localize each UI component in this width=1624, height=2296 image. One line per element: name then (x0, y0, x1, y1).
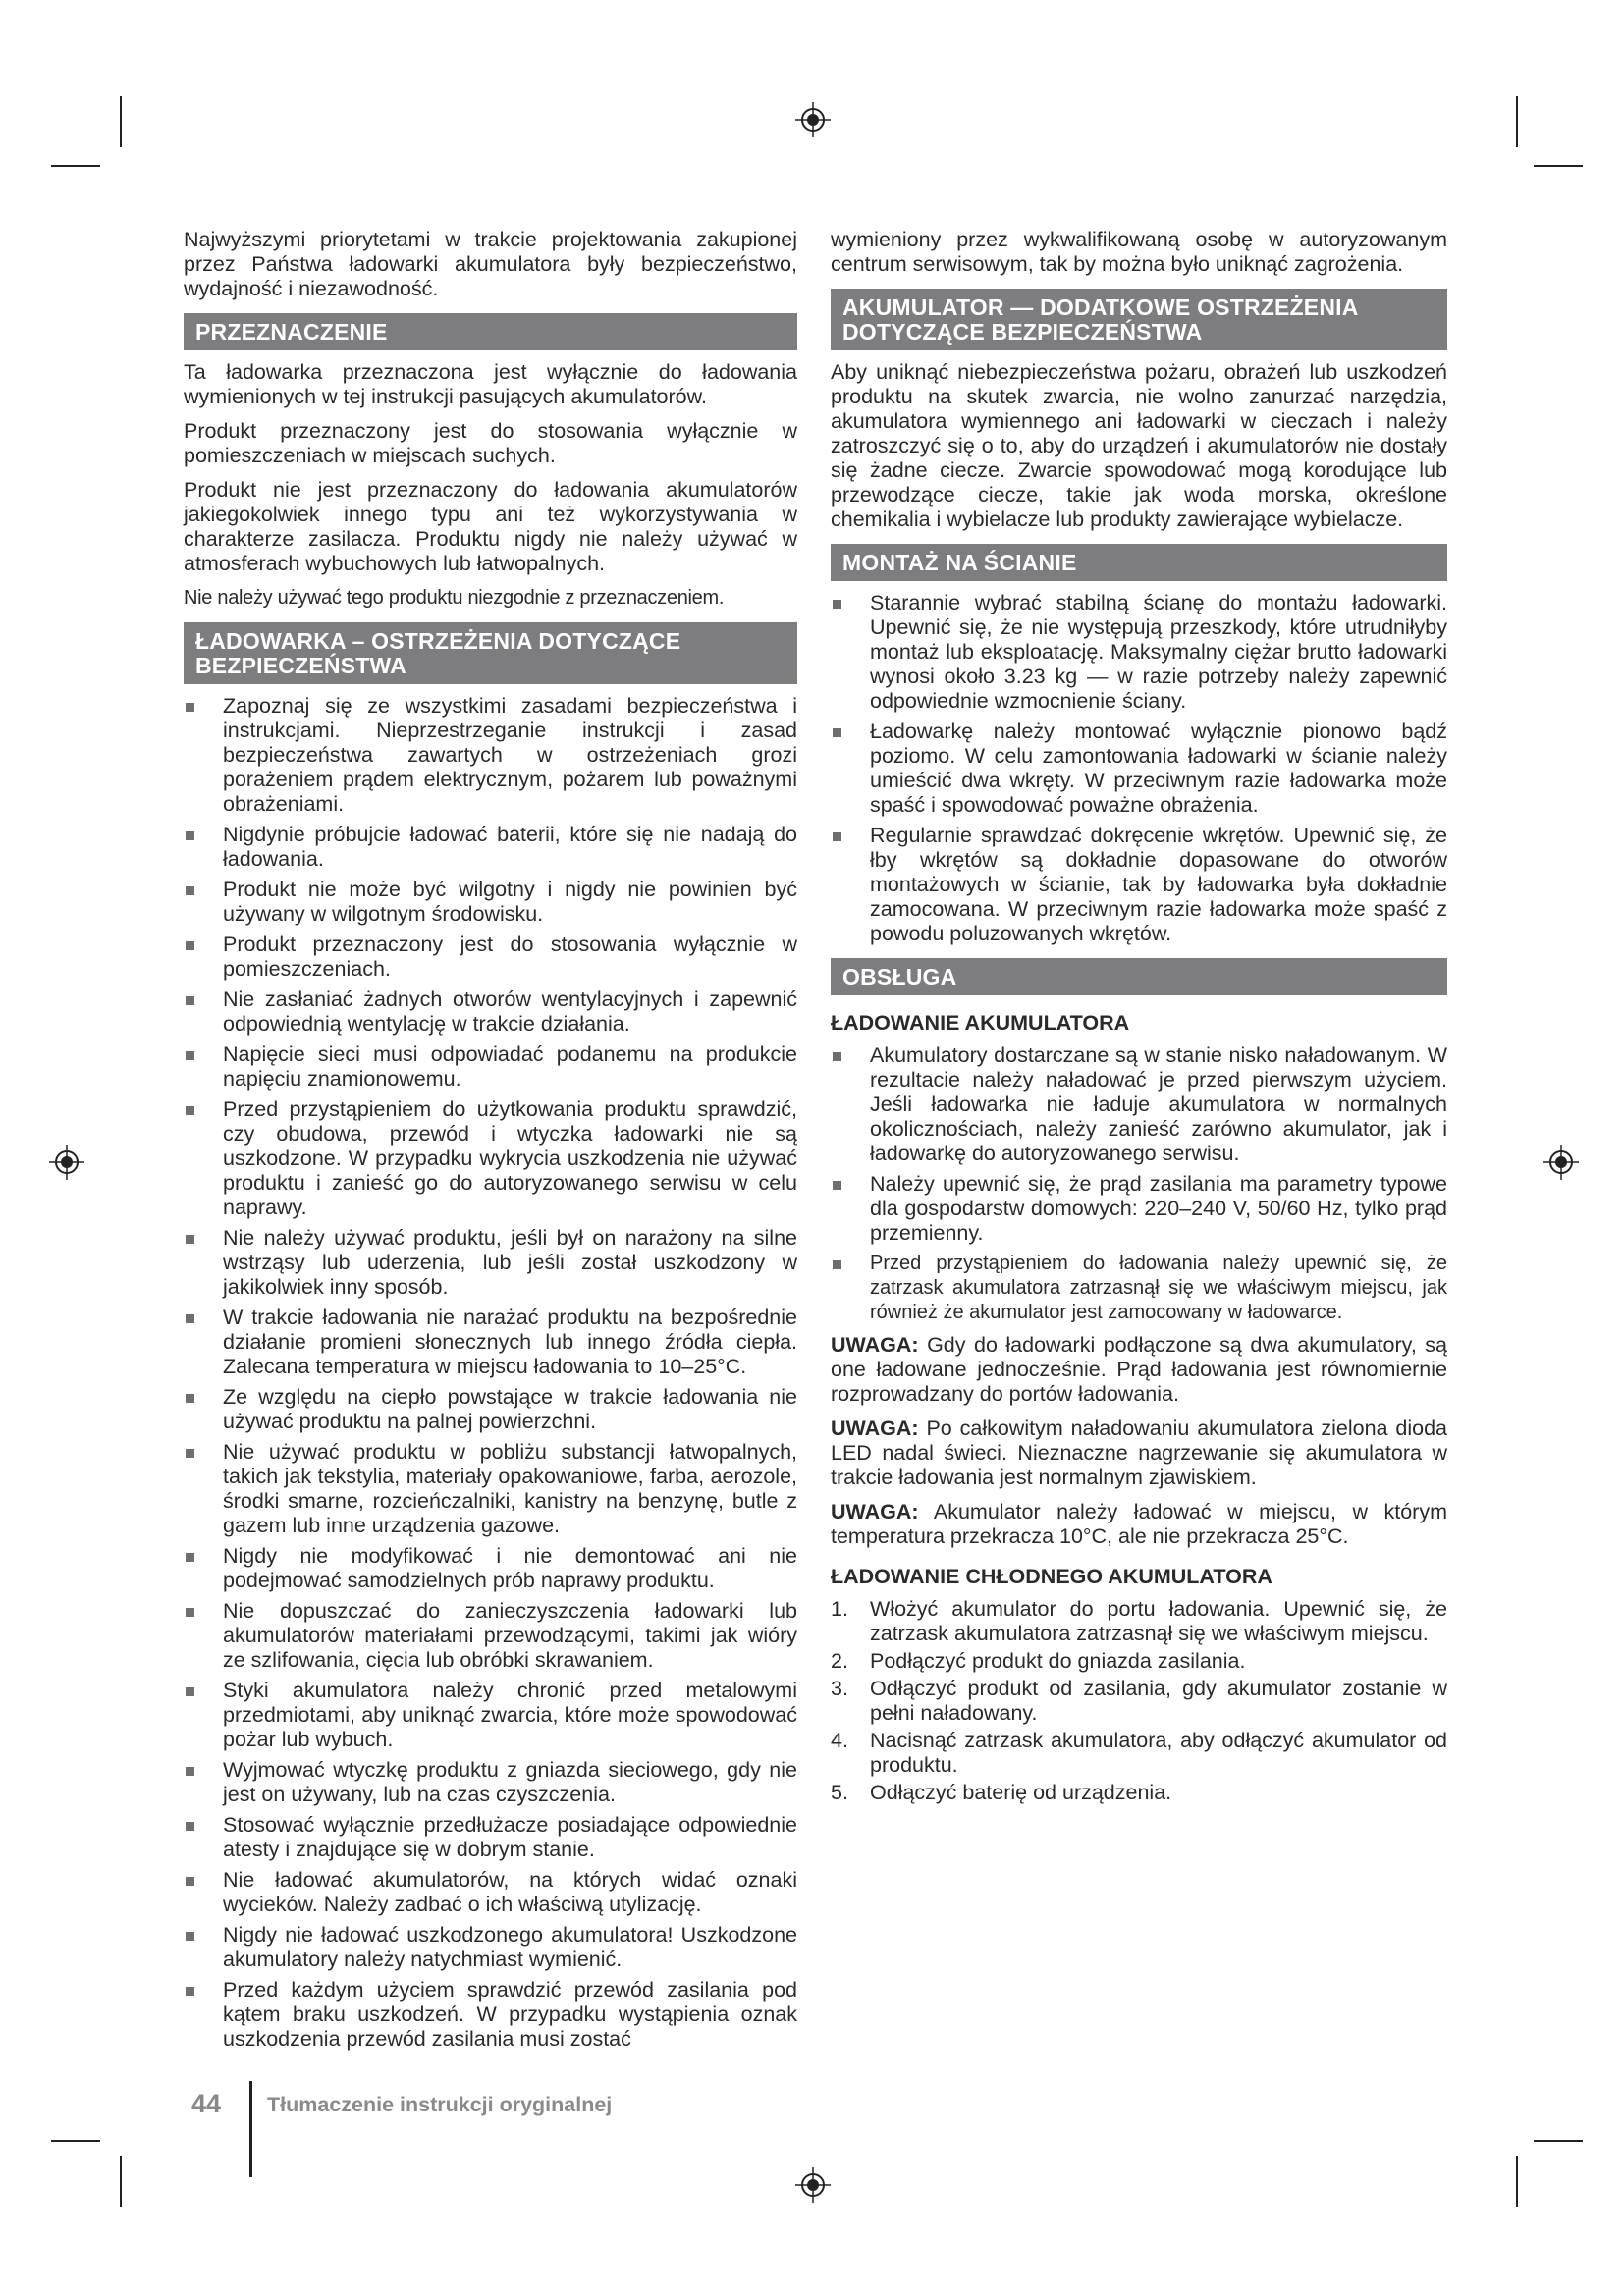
step-text: Odłączyć produkt od zasilania, gdy akumulator zostanie w pełni naładowany. (870, 1677, 1447, 1725)
paragraph: Nie należy używać tego produktu niezgodnie z przeznaczeniem. (184, 587, 725, 609)
step-text: Nacisnąć zatrzask akumulatora, aby odłączyć akumulator od produktu. (870, 1729, 1447, 1777)
safety-list (184, 694, 797, 2052)
note-paragraph (831, 1500, 1447, 1549)
list-item: Napięcie sieci musi odpowiadać podanemu na produkcie napięciu znamionowemu. (184, 1042, 797, 1092)
list-item: Stosować wyłącznie przedłużacze posiadające odpowiednie atesty i znajdujące się w dobrym stanie. (184, 1813, 797, 1862)
list-item: Styki akumulatora należy chronić przed metalowymi przedmiotami, aby uniknąć zwarcia, które może spowodować pożar lub wybuch. (184, 1679, 797, 1752)
steps-list (831, 1597, 1447, 1805)
list-item: Nigdynie próbujcie ładować baterii, które się nie nadają do ładowania. (184, 823, 797, 872)
list-item: Regularnie sprawdzać dokręcenie wkrętów. Upewnić się, że łby wkrętów są dokładnie dopasowane do otworów montażowych w ścianie, tak by ładowarka była dokładnie zamocowana. W przeciwnym razie ładowarka może spaść z powodu poluzowanych wkrętów. (831, 824, 1447, 946)
registration-mark-icon (793, 100, 833, 139)
list-item: Przed każdym użyciem sprawdzić przewód zasilania pod kątem braku uszkodzeń. W przypadku wystąpienia oznak uszkodzenia przewód zasilania musi zostać (184, 1978, 797, 2052)
list-item: Przed przystąpieniem do użytkowania produktu sprawdzić, czy obudowa, przewód i wtyczka ładowarki nie są uszkodzone. W przypadku wykrycia uszkodzenia nie używać produktu i zanieść go do autoryzowanego serwisu w celu naprawy. (184, 1097, 797, 1220)
footer-text: Tłumaczenie instrukcji oryginalnej (267, 2093, 613, 2116)
list-item: Ze względu na ciepło powstające w trakcie ładowania nie używać produktu na palnej powierzchni. (184, 1385, 797, 1434)
note-label: UWAGA: (831, 1500, 919, 1523)
list-item: Nie ładować akumulatorów, na których widać oznaki wycieków. Należy zadbać o ich właściwą utylizację. (184, 1868, 797, 1917)
page-number: 44 (191, 2089, 222, 2118)
left-column (184, 228, 797, 2059)
crop-mark (1534, 2140, 1583, 2142)
registration-mark-icon (793, 2165, 833, 2205)
subheading-cold-battery: ŁADOWANIE CHŁODNEGO AKUMULATORA (831, 1565, 1272, 1588)
mounting-list (831, 591, 1447, 946)
step-number: 1. (831, 1597, 848, 1621)
registration-mark-icon (1542, 1143, 1581, 1182)
registration-mark-icon (47, 1143, 86, 1182)
crop-mark (1516, 96, 1518, 147)
paragraph: Aby uniknąć niebezpieczeństwa pożaru, obrażeń lub uszkodzeń produktu na skutek zwarcia, nie wolno zanurzać narzędzia, akumulatora wymiennego ani ładowarki w cieczach i należy zatroszczyć się o to, aby do urządzeń i akumulatorów nie dostały się żadne ciecze. Zwarcie spowodować mogą korodujące lub przewodzące ciecze, takie jak woda morska, określone chemikalia i wybielacze lub produkty zawierające wybielacze. (831, 360, 1447, 531)
list-item: Nigdy nie modyfikować i nie demontować ani nie podejmować samodzielnych prób naprawy produktu. (184, 1544, 797, 1593)
section-header-akumulator: AKUMULATOR — DODATKOWE OSTRZEŻENIA DOTYCZĄCE BEZPIECZEŃSTWA (831, 289, 1447, 350)
list-item: Wyjmować wtyczkę produktu z gniazda sieciowego, gdy nie jest on używany, lub na czas czyszczenia. (184, 1758, 797, 1807)
subheading-charging: ŁADOWANIE AKUMULATORA (831, 1011, 1130, 1035)
list-item: Produkt przeznaczony jest do stosowania wyłącznie w pomieszczeniach. (184, 933, 797, 982)
list-item: Nie zasłaniać żadnych otworów wentylacyjnych i zapewnić odpowiednią wentylację w trakcie działania. (184, 988, 797, 1037)
crop-mark (1516, 2156, 1518, 2207)
step-number: 5. (831, 1781, 848, 1804)
step-item (831, 1781, 1447, 1805)
list-item: Należy upewnić się, że prąd zasilania ma parametry typowe dla gospodarstw domowych: 220–240 V, 50/60 Hz, tylko prąd przemienny. (831, 1172, 1447, 1246)
list-item: Nie dopuszczać do zanieczyszczenia ładowarki lub akumulatorów materiałami przewodzącymi, takimi jak wióry ze szlifowania, cięcia lub obróbki skrawaniem. (184, 1599, 797, 1673)
footer-divider (249, 2081, 252, 2177)
list-item: Przed przystąpieniem do ładowania należy upewnić się, że zatrzask akumulatora zatrzasnął się we właściwym miejscu, jak również że akumulator jest zamocowany w ładowarce. (831, 1252, 1447, 1325)
paragraph: Produkt przeznaczony jest do stosowania wyłącznie w pomieszczeniach w miejscach suchych. (184, 419, 797, 467)
note-label: UWAGA: (831, 1416, 919, 1440)
step-number: 2. (831, 1649, 848, 1673)
right-column (831, 228, 1447, 1808)
crop-mark (120, 2156, 122, 2207)
note-paragraph (831, 1333, 1447, 1407)
note-text: Akumulator należy ładować w miejscu, w którym temperatura przekracza 10°C, ale nie przekracza 25°C. (831, 1500, 1447, 1548)
step-number: 4. (831, 1729, 848, 1752)
section-header-ostrzezenia: ŁADOWARKA – OSTRZEŻENIA DOTYCZĄCE BEZPIECZEŃSTWA (184, 622, 797, 684)
list-item: Akumulatory dostarczane są w stanie nisko naładowanym. W rezultacie należy naładować je przed pierwszym użyciem. Jeśli ładowarka nie ładuje akumulatora w normalnych okolicznościach, należy zanieść zarówno akumulator, jak i ładowarkę do autoryzowanego serwisu. (831, 1043, 1447, 1166)
paragraph: Ta ładowarka przeznaczona jest wyłącznie do ładowania wymienionych w tej instrukcji pasujących akumulatorów. (184, 360, 797, 408)
intro-paragraph: Najwyższymi priorytetami w trakcie projektowania zakupionej przez Państwa ładowarki akumulatora były bezpieczeństwo, wydajność i niezawodność. (184, 228, 797, 300)
list-item: Nigdy nie ładować uszkodzonego akumulatora! Uszkodzone akumulatory należy natychmiast wymienić. (184, 1923, 797, 1972)
crop-mark (51, 165, 100, 167)
list-item: Starannie wybrać stabilną ścianę do montażu ładowarki. Upewnić się, że nie występują przeszkody, które utrudniłyby montaż lub eksploatację. Maksymalny ciężar brutto ładowarki wynosi około 3.23 kg — w razie potrzeby należy zapewnić odpowiednie wzmocnienie ściany. (831, 591, 1447, 714)
note-text: Gdy do ładowarki podłączone są dwa akumulatory, są one ładowane jednocześnie. Prąd ładowania jest równomiernie rozprowadzany do portów ładowania. (831, 1333, 1447, 1406)
crop-mark (120, 96, 122, 147)
list-item: Produkt nie może być wilgotny i nigdy nie powinien być używany w wilgotnym środowisku. (184, 878, 797, 927)
section-header-obsluga: OBSŁUGA (831, 958, 1447, 995)
step-item (831, 1677, 1447, 1726)
note-text: Po całkowitym naładowaniu akumulatora zielona dioda LED nadal świeci. Nieznaczne nagrzewanie się akumulatora w trakcie ładowania jest normalnym zjawiskiem. (831, 1416, 1447, 1489)
section-header-montaz: MONTAŻ NA ŚCIANIE (831, 544, 1447, 581)
step-item (831, 1649, 1447, 1674)
paragraph: Produkt nie jest przeznaczony do ładowania akumulatorów jakiegokolwiek innego typu ani też wykorzystywania w charakterze zasilacza. Produktu nigdy nie należy używać w atmosferach wybuchowych lub łatwopalnych. (184, 478, 797, 575)
crop-mark (1534, 165, 1583, 167)
section-header-przeznaczenie: PRZEZNACZENIE (184, 313, 797, 350)
crop-mark (51, 2140, 100, 2142)
list-item: Ładowarkę należy montować wyłącznie pionowo bądź poziomo. W celu zamontowania ładowarki w ścianie należy umieścić dwa wkręty. W przeciwnym razie ładowarka może spaść i spowodować poważne obrażenia. (831, 720, 1447, 818)
step-number: 3. (831, 1677, 848, 1700)
step-text: Włożyć akumulator do portu ładowania. Upewnić się, że zatrzask akumulatora zatrzasnął się we właściwym miejscu. (870, 1597, 1447, 1645)
step-text: Podłączyć produkt do gniazda zasilania. (870, 1649, 1246, 1673)
note-paragraph (831, 1416, 1447, 1490)
step-item (831, 1729, 1447, 1778)
list-item: Zapoznaj się ze wszystkimi zasadami bezpieczeństwa i instrukcjami. Nieprzestrzeganie instrukcji i zasad bezpieczeństwa zawartych w ostrzeżeniach grozi porażeniem prądem elektrycznym, pożarem lub poważnymi obrażeniami. (184, 694, 797, 817)
charging-list (831, 1043, 1447, 1325)
list-item: Nie używać produktu w pobliżu substancji łatwopalnych, takich jak tekstylia, materiały opakowaniowe, farba, aerozole, środki smarne, rozcieńczalniki, kanistry na benzynę, butle z gazem lub inne urządzenia gazowe. (184, 1440, 797, 1538)
list-item: W trakcie ładowania nie narażać produktu na bezpośrednie działanie promieni słonecznych lub innego źródła ciepła. Zalecana temperatura w miejscu ładowania to 10–25°C. (184, 1306, 797, 1379)
list-item: Nie należy używać produktu, jeśli był on narażony na silne wstrząsy lub uderzenia, lub jeśli został uszkodzony w jakikolwiek inny sposób. (184, 1226, 797, 1300)
step-text: Odłączyć baterię od urządzenia. (870, 1781, 1172, 1804)
note-label: UWAGA: (831, 1333, 919, 1357)
continued-paragraph: wymieniony przez wykwalifikowaną osobę w autoryzowanym centrum serwisowym, tak by można było uniknąć zagrożenia. (831, 228, 1447, 276)
step-item (831, 1597, 1447, 1646)
